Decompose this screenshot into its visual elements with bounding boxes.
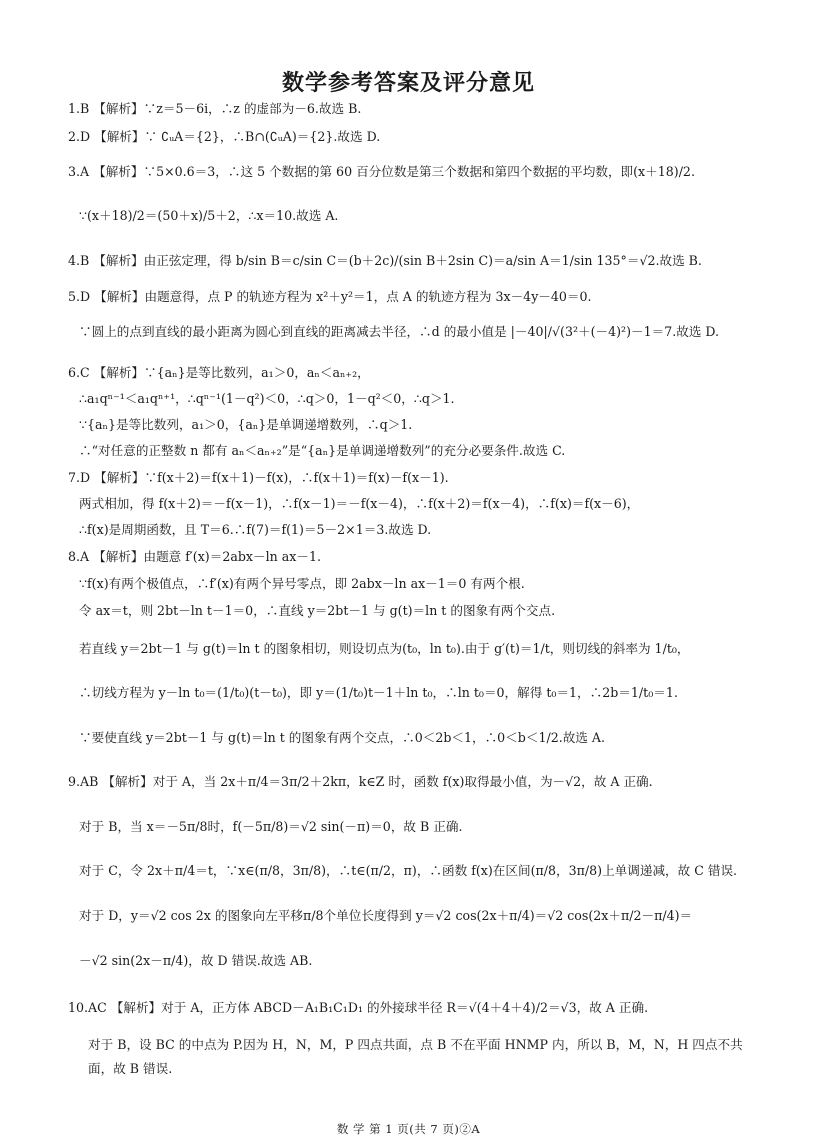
answer-8-cont-4: ∴切线方程为 y－ln t₀＝(1/t₀)(t－t₀)，即 y＝(1/t₀)t－1＋ln t₀，∴ln t₀＝0，解得 t₀＝1，∴2b＝1/t₀＝1. [79, 685, 678, 700]
answer-5-cont: ∵圆上的点到直线的最小距离为圆心到直线的距离减去半径，∴d 的最小值是 |－40|/√(3²＋(－4)²)－1＝7.故选 D. [79, 324, 720, 339]
answer-8-cont-5: ∵要使直线 y＝2bt－1 与 g(t)＝ln t 的图象有两个交点，∴0＜2b＜1，∴0＜b＜1/2.故选 A. [79, 730, 606, 745]
answer-6-cont-1: ∴a₁qⁿ⁻¹＜a₁qⁿ⁺¹，∴qⁿ⁻¹(1－q²)＜0，∴q＞0，1－q²＜0，∴q＞1. [79, 391, 455, 406]
page-title: 数学参考答案及评分意见 [281, 71, 535, 96]
answer-3-cont: ∵(x＋18)/2＝(50＋x)/5＋2，∴x＝10.故选 A. [79, 208, 339, 223]
answer-6: 6.C 【解析】∵{aₙ}是等比数列，a₁＞0，aₙ＜aₙ₊₂， [68, 365, 370, 380]
answer-8-cont-1: ∵f(x)有两个极值点，∴f′(x)有两个异号零点，即 2abx－ln ax－1＝0 有两个根. [79, 576, 525, 591]
answer-9: 9.AB 【解析】对于 A，当 2x＋π/4＝3π/2＋2kπ，k∈Z 时，函数 f(x)取得最小值，为－√2，故 A 正确. [68, 774, 653, 789]
page-footer: 数 学 第 1 页(共 7 页)②A [336, 1122, 481, 1136]
answer-10-cont-1: 对于 B，设 BC 的中点为 P.因为 H，N，M，P 四点共面，点 B 不在平面 HNMP 内，所以 B，M，N，H 四点不共 [88, 1037, 743, 1052]
answer-8-cont-2: 令 ax＝t，则 2bt－ln t－1＝0，∴直线 y＝2bt－1 与 g(t)＝ln t 的图象有两个交点. [79, 603, 556, 618]
answer-5: 5.D 【解析】由题意得，点 P 的轨迹方程为 x²＋y²＝1，点 A 的轨迹方程为 3x－4y－40＝0. [68, 289, 592, 304]
answer-6-cont-2: ∵{aₙ}是等比数列，a₁＞0，{aₙ}是单调递增数列，∴q＞1. [79, 417, 413, 432]
answer-8: 8.A 【解析】由题意 f′(x)＝2abx－ln ax－1. [68, 549, 321, 564]
answer-8-cont-3: 若直线 y＝2bt－1 与 g(t)＝ln t 的图象相切，则设切点为(t₀，ln t₀).由于 g′(t)＝1/t，则切线的斜率为 1/t₀， [79, 641, 690, 656]
answer-2: 2.D 【解析】∵ ∁ᵤA＝{2}，∴B∩(∁ᵤA)＝{2}.故选 D. [68, 129, 381, 144]
answer-10: 10.AC 【解析】对于 A，正方体 ABCD－A₁B₁C₁D₁ 的外接球半径 R＝√(4＋4＋4)/2＝√3，故 A 正确. [68, 1000, 649, 1015]
answer-7: 7.D 【解析】∵f(x＋2)＝f(x＋1)－f(x)，∴f(x＋1)＝f(x)－f(x－1). [68, 470, 449, 485]
answer-7-cont-2: ∴f(x)是周期函数，且 T＝6.∴f(7)＝f(1)＝5－2×1＝3.故选 D. [79, 522, 432, 537]
answer-9-cont-1: 对于 B，当 x＝－5π/8时，f(－5π/8)＝√2 sin(－π)＝0，故 B 正确. [79, 819, 463, 834]
answer-9-cont-2: 对于 C，令 2x＋π/4＝t，∵x∈(π/8，3π/8)，∴t∈(π/2，π)，∴函数 f(x)在区间(π/8，3π/8)上单调递减，故 C 错误. [79, 863, 738, 878]
answer-9-cont-4: －√2 sin(2x－π/4)，故 D 错误.故选 AB. [79, 953, 313, 968]
answer-10-cont-2: 面，故 B 错误. [88, 1061, 173, 1076]
answer-1: 1.B 【解析】∵z＝5－6i，∴z 的虚部为－6.故选 B. [68, 101, 362, 116]
answer-4: 4.B 【解析】由正弦定理，得 b/sin B＝c/sin C＝(b＋2c)/(sin B＋2sin C)＝a/sin A＝1/sin 135°＝√2.故选 B. [68, 253, 702, 268]
answer-9-cont-3: 对于 D，y＝√2 cos 2x 的图象向左平移π/8个单位长度得到 y＝√2 cos(2x＋π/4)＝√2 cos(2x＋π/2－π/4)＝ [79, 908, 693, 923]
answer-7-cont-1: 两式相加，得 f(x＋2)＝－f(x－1)，∴f(x－1)＝－f(x－4)，∴f(x＋2)＝f(x－4)，∴f(x)＝f(x－6)， [79, 496, 640, 511]
answer-6-cont-3: ∴“对任意的正整数 n 都有 aₙ＜aₙ₊₂”是“{aₙ}是单调递增数列”的充分必要条件.故选 C. [79, 443, 566, 458]
answer-3: 3.A 【解析】∵5×0.6＝3，∴这 5 个数据的第 60 百分位数是第三个数据和第四个数据的平均数，即(x＋18)/2. [68, 164, 695, 179]
